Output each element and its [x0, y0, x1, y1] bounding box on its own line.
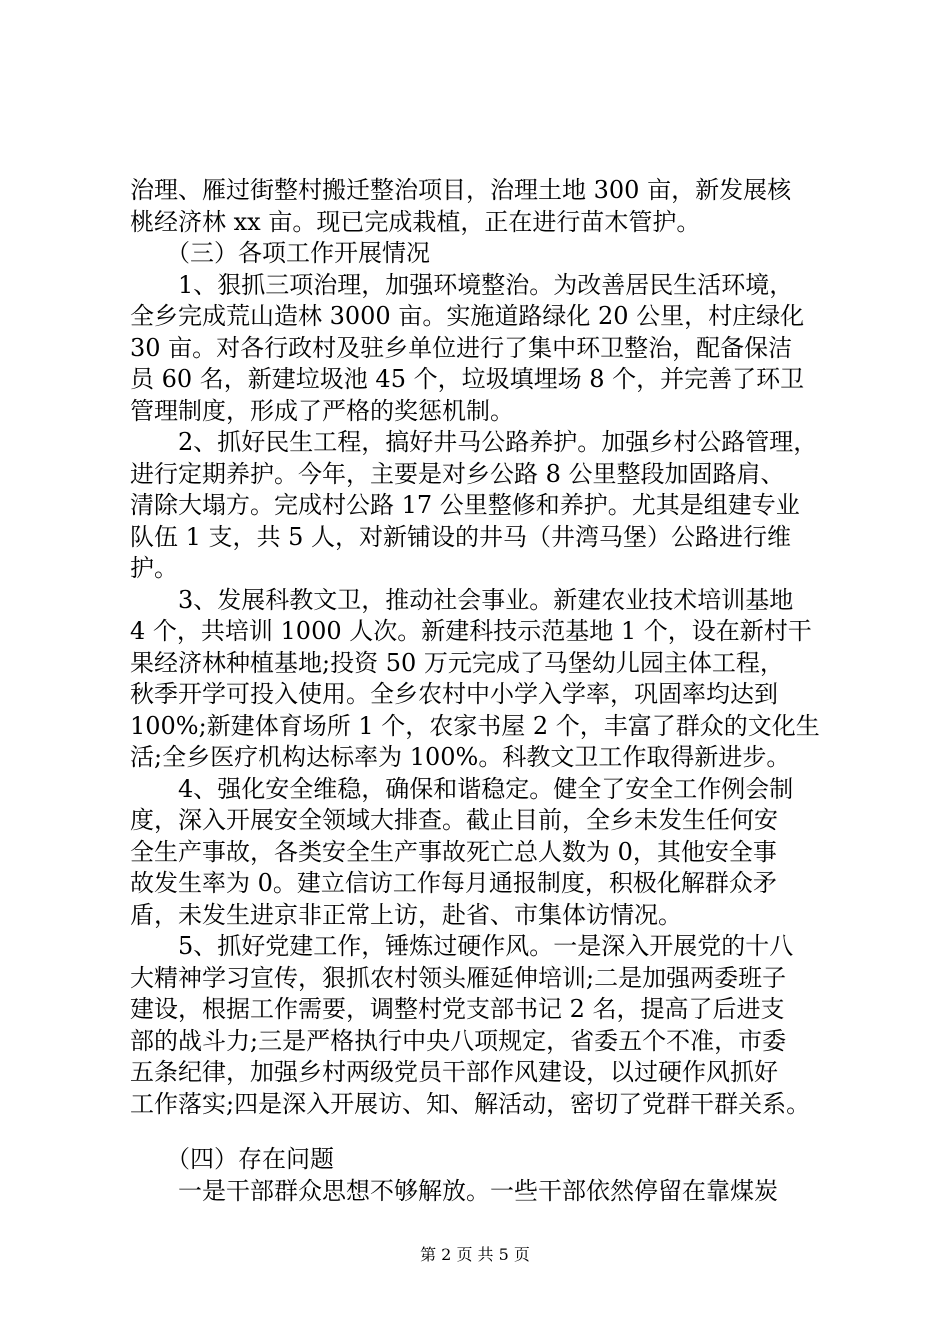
text-line: 2、抓好民生工程，搞好井马公路养护。加强乡村公路管理， — [130, 428, 818, 456]
text-line: 1、狠抓三项治理，加强环境整治。为改善居民生活环境， — [130, 270, 794, 299]
text-line: 全生产事故，各类安全生产事故死亡总人数为 0，其他安全事 — [130, 837, 777, 866]
text-line: 全乡完成荒山造林 3000 亩。实施道路绿化 20 公里，村庄绿化 — [130, 302, 805, 330]
text-line: 秋季开学可投入使用。全乡农村中小学入学率，巩固率均达到 — [130, 680, 778, 708]
text-line: 进行定期养护。今年，主要是对乡公路 8 公里整段加固路肩、 — [130, 459, 785, 488]
text-line: 大精神学习宣传，狠抓农村领头雁延伸培训;二是加强两委班子 — [130, 963, 787, 992]
text-line: 一是干部群众思想不够解放。一些干部依然停留在靠煤炭 — [130, 1176, 778, 1205]
section-heading: （四）存在问题 — [130, 1145, 334, 1173]
text-line: 清除大塌方。完成村公路 17 公里整修和养护。尤其是组建专业 — [130, 491, 800, 519]
text-line: 盾，未发生进京非正常上访，赴省、市集体访情况。 — [130, 900, 682, 929]
text-line: 部的战斗力;三是严格执行中央八项规定，省委五个不准，市委 — [130, 1026, 787, 1055]
text-line: 果经济林种植基地;投资 50 万元完成了马堡幼儿园主体工程， — [130, 648, 784, 677]
page-number: 第 2 页 共 5 页 — [420, 1245, 530, 1264]
text-line: 度，深入开展安全领域大排查。截止目前，全乡未发生任何安 — [130, 806, 778, 834]
text-line: 护。 — [130, 554, 178, 582]
text-line: 治理、雁过街整村搬迁整治项目，治理土地 300 亩，新发展核 — [130, 176, 792, 204]
text-line: 30 亩。对各行政村及驻乡单位进行了集中环卫整治，配备保洁 — [130, 333, 793, 362]
text-line: 3、发展科教文卫，推动社会事业。新建农业技术培训基地 — [130, 585, 794, 614]
text-line: 故发生率为 0。建立信访工作每月通报制度，积极化解群众矛 — [130, 869, 777, 897]
text-line: 4、强化安全维稳，确保和谐稳定。健全了安全工作例会制 — [130, 774, 794, 803]
text-line: 员 60 名，新建垃圾池 45 个，垃圾填埋场 8 个，并完善了环卫 — [130, 365, 805, 393]
text-line: 100%;新建体育场所 1 个，农家书屋 2 个，丰富了群众的文化生 — [130, 711, 820, 740]
text-line: 五条纪律，加强乡村两级党员干部作风建设，以过硬作风抓好 — [130, 1058, 778, 1086]
text-line: 5、抓好党建工作，锤炼过硬作风。一是深入开展党的十八 — [130, 932, 794, 960]
text-line: 队伍 1 支，共 5 人，对新铺设的井马（井湾马堡）公路进行维 — [130, 522, 792, 551]
page-footer — [0, 1245, 950, 1265]
paragraph-gap — [130, 1120, 830, 1144]
text-line: 建设，根据工作需要，调整村党支部书记 2 名，提高了后进支 — [130, 995, 785, 1023]
text-line: 桃经济林 xx 亩。现已完成栽植，正在进行苗木管护。 — [130, 207, 701, 236]
section-heading: （三）各项工作开展情况 — [130, 239, 430, 267]
text-line: 4 个，共培训 1000 人次。新建科技示范基地 1 个，设在新村干 — [130, 617, 812, 645]
text-line: 活;全乡医疗机构达标率为 100%。科教文卫工作取得新进步。 — [130, 743, 791, 771]
text-line: 管理制度，形成了严格的奖惩机制。 — [130, 396, 514, 425]
document-body — [130, 175, 830, 1207]
text-line: 工作落实;四是深入开展访、知、解活动，密切了党群干群关系。 — [130, 1089, 811, 1118]
